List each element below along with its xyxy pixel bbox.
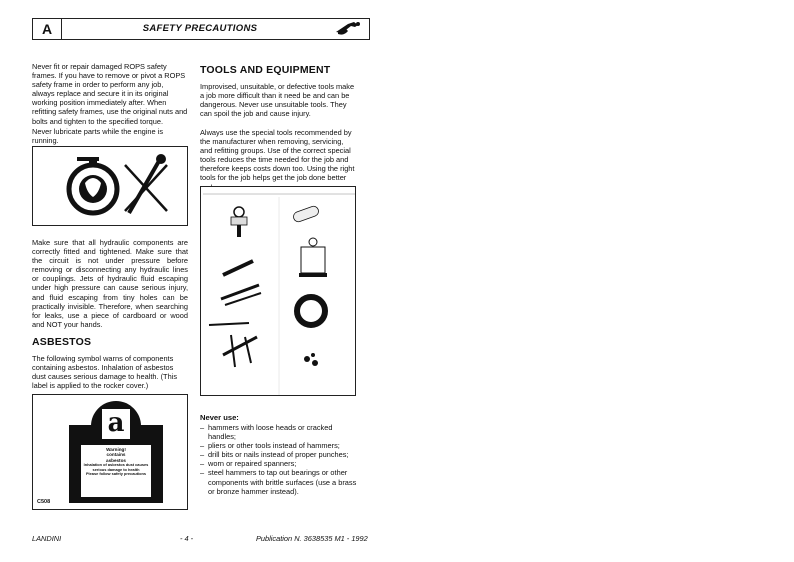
special-tools-figure xyxy=(200,186,356,396)
page-title: SAFETY PRECAUTIONS xyxy=(142,23,258,34)
asbestos-line-4: Inhalation of asbestos dust causes serious damage to health xyxy=(83,462,149,472)
asbestos-line-2: contains xyxy=(106,452,126,458)
asbestos-heading: ASBESTOS xyxy=(32,336,92,348)
asbestos-line-5: Please follow safety precautions xyxy=(85,471,147,477)
special-tools-illustration xyxy=(201,187,357,397)
rops-paragraph: Never fit or repair damaged ROPS safety frames. If you have to remove or pivot a ROPS safety frame in order to perform any job, always replace and secure it in its original working position immediately after. When refitting safety frames, use the original nuts and bolts and tighten to the specified torque. xyxy=(32,62,188,126)
tools-paragraph-2: Always use the special tools recommended by the manufacturer when removing, servicing, and refitting groups. Use of the correct special tools reduces the time needed for the job and therefore keeps costs down too. Using the right tools for the job helps get the job done better xyxy=(200,128,355,183)
list-item: – steel hammers to tap out bearings or other components with brittle surfaces (use a brass or bronze hammer instead). xyxy=(200,468,358,495)
asbestos-figure-code: C508 xyxy=(37,499,51,505)
lubricate-paragraph: Never lubricate parts while the engine is running. xyxy=(32,127,164,146)
page-number: - 4 - xyxy=(180,534,194,543)
asbestos-line-1: Warning! xyxy=(106,447,126,452)
never-use-heading: Never use: xyxy=(200,413,239,422)
never-use-list xyxy=(200,423,358,496)
asbestos-label-text xyxy=(81,445,151,497)
asbestos-letter: a xyxy=(102,409,130,439)
no-lubrication-figure xyxy=(32,146,188,226)
list-item: – hammers with loose heads or cracked handles; xyxy=(200,423,358,441)
asbestos-line-3: asbestos xyxy=(106,457,126,463)
no-lubrication-icon xyxy=(33,147,189,227)
wrench-hand-icon xyxy=(318,18,366,40)
publication-number: Publication N. 3638535 M1 - 1992 xyxy=(256,534,368,543)
list-item: – drill bits or nails instead of proper punches; xyxy=(200,450,358,459)
hydraulic-paragraph: Make sure that all hydraulic components are correctly fitted and tightened. Make sure that the circuit is not under pressure before removing or disconnecting any hydraulic lines or couplings. Jets of hydraulic fluid escaping under high pressure can cause serious injury, and fluid escaping from tiny holes can be practically invisible. Therefore, when searching for leaks, use a piece of cardboard or wood and NOT your hands. xyxy=(32,238,188,329)
tools-heading: TOOLS AND EQUIPMENT xyxy=(200,64,331,76)
asbestos-label-figure xyxy=(32,394,188,510)
asbestos-paragraph: The following symbol warns of components containing asbestos. Inhalation of asbestos dust causes serious damage to health. (This label is applied to the rocker cover.) xyxy=(32,354,178,391)
footer-brand: LANDINI xyxy=(32,534,62,543)
tools-paragraph-1: Improvised, unsuitable, or defective tools make a job more difficult than it need be and can be dangerous. Never use unsuitable tools. They can spoil the job and cause injury. xyxy=(200,82,355,119)
section-letter: A xyxy=(33,19,62,39)
list-item: – pliers or other tools instead of hammers; xyxy=(200,441,358,450)
list-item: – worn or repaired spanners; xyxy=(200,459,358,468)
